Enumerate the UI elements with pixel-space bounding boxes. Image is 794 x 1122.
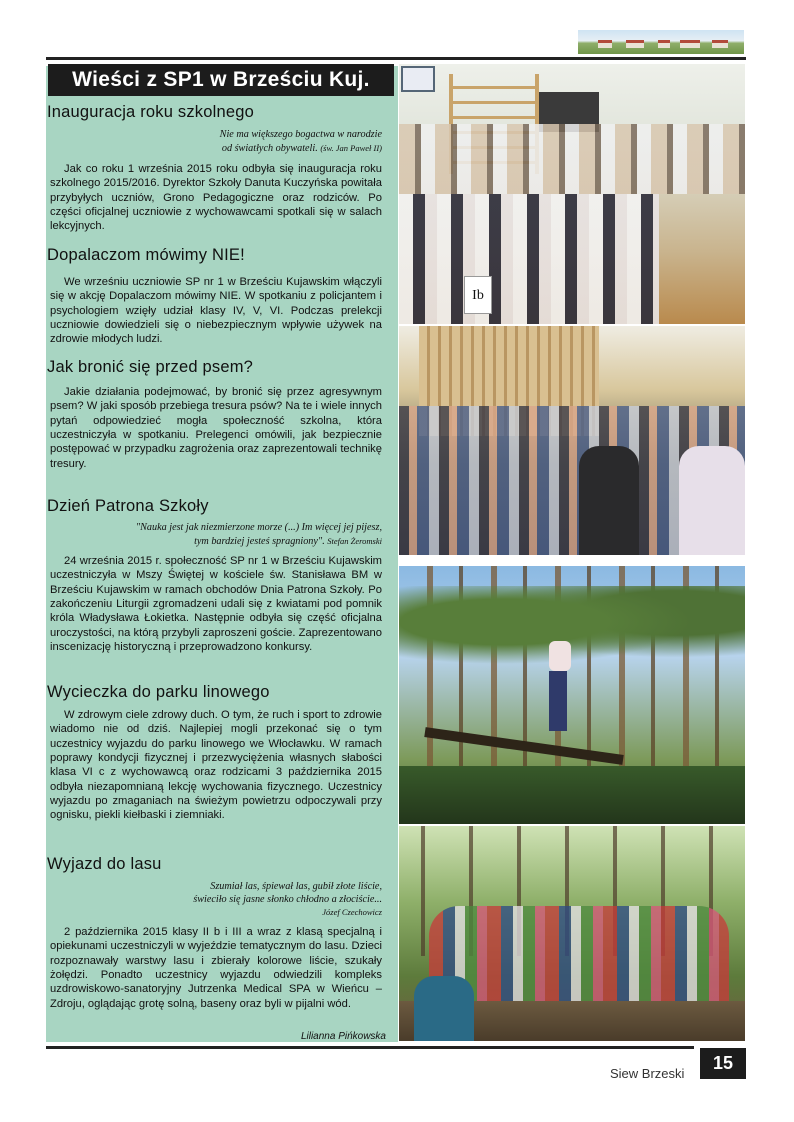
bottom-rule [46,1046,694,1049]
section-text-rope-park: W zdrowym ciele zdrowy duch. O tym, że ruch i sport to zdrowie wiadomo nie od dziś. Najlepiej mogli przekonać się o tym uczestnicy wyjazdu do parku linowego we Włocławku. W ramach poprawy kondycji fizycznej i przezwyciężenia własnych słabości klasa VI c z wychowawcą oraz rodzicami 3 października 2015 odbyła niezapomnianą lekcję wychowania fizycznego. Uczestnicy wyjazdu po zmaganiach na świeżym powietrzu odpoczywali przy ognisku, piekli kiełbaski i ziemniaki. [50,709,382,822]
photo-forest-trip [399,826,745,1041]
page-title: Wieści z SP1 w Brześciu Kuj. [48,64,394,96]
section-text-inauguration: Jak co roku 1 września 2015 roku odbyła się inauguracja roku szkolnego 2015/2016. Dyrektor Szkoły Danuta Kuczyńska powitała przybyłych uczniów, Grono Pedagogiczne oraz rodziców. Po części oficjalnej uczniowie z wychowawcami spotkali się w salach lekcyjnych. [50,163,382,233]
photo-school-inauguration [399,64,745,324]
header-landscape-photo [578,30,744,54]
section-text-patron-day: 24 września 2015 r. społeczność SP nr 1 w Brześciu Kujawskim uczestniczyła w Mszy Świętej w kościele św. Stanisława BM w Brześciu Kujawskim w ramach obchodów Dnia Patrona Szkoły. Po zakończeniu Liturgii zgromadzeni udali się z kwiatami pod pomnik króla Władysława Łokietka. Następnie odbyła się część oficjalna uroczystości, na którą przybyli zaproszeni goście. Zaprezentowano inscenizację historyczną i przeprowadzono konkursy. [50,555,382,654]
section-heading-inauguration: Inauguracja roku szkolnego [47,103,254,121]
section-text-forest: 2 października 2015 klasy II b i III a wraz z klasą specjalną i opiekunami uczestniczyli w wyjeździe tematycznym do lasu. Dzieci rozpoznawały warstwy lasu i zbierały kolorowe liście, szukały żołędzi. Ponadto uczestnicy wyjazdu odwiedzili kompleks uzdrowiskowo-sanatoryjny Jutrzenka Medical SPA w Wieńcu – Zdroju, oglądając grotę solną, baseny oraz byli w pijalni wód. [50,926,382,1010]
section-quote-patron-day: "Nauka jest jak niezmierzone morze (...) Im więcej jej pijesz, tym bardziej jesteś spragniony". Stefan Żeromski [135,522,382,547]
section-text-drugs: We wrześniu uczniowie SP nr 1 w Brześciu Kujawskim włączyli się w akcję Dopalaczom mówimy NIE. W spotkaniu z policjantem i psychologiem wzięły udział klasy IV, V, VI. Podczas prelekcji uczniowie dowiedzieli się o niebezpiecznym wpływie używek na zdrowie młodych ludzi. [50,276,382,346]
section-heading-forest: Wyjazd do lasu [47,855,162,873]
section-heading-dogs: Jak bronić się przed psem? [47,358,254,376]
top-rule [46,57,746,60]
photo-school-assembly [399,326,745,555]
section-heading-rope-park: Wycieczka do parku linowego [47,683,270,701]
section-heading-drugs: Dopalaczom mówimy NIE! [47,246,245,264]
section-quote-forest: Szumiał las, śpiewał las, gubił złote liście, świeciło się jasne słonko chłodno a złociście... Józef Czechowicz [193,881,382,917]
photo-rope-park [399,566,745,824]
class-sign: Ib [464,276,492,314]
page-number: 15 [700,1048,746,1079]
publication-name: Siew Brzeski [610,1066,685,1081]
section-heading-patron-day: Dzień Patrona Szkoły [47,497,209,515]
section-text-dogs: Jakie działania podejmować, by bronić się przez agresywnym psem? W jaki sposób przebiega tresura psów? Na te i wiele innych pytań odpowiedzieć mogła społeczność szkolna, która uczestniczyła w spotkaniu. Prelegenci omówili, jak bezpiecznie postępować w przypadku zagrożenia oraz zaprezentowali technikę tresury. [50,386,382,470]
author-signature: Lilianna Pińkowska [300,1031,386,1042]
section-quote-inauguration: Nie ma większego bogactwa w narodzie od światłych obywateli. (św. Jan Paweł II) [219,129,382,154]
